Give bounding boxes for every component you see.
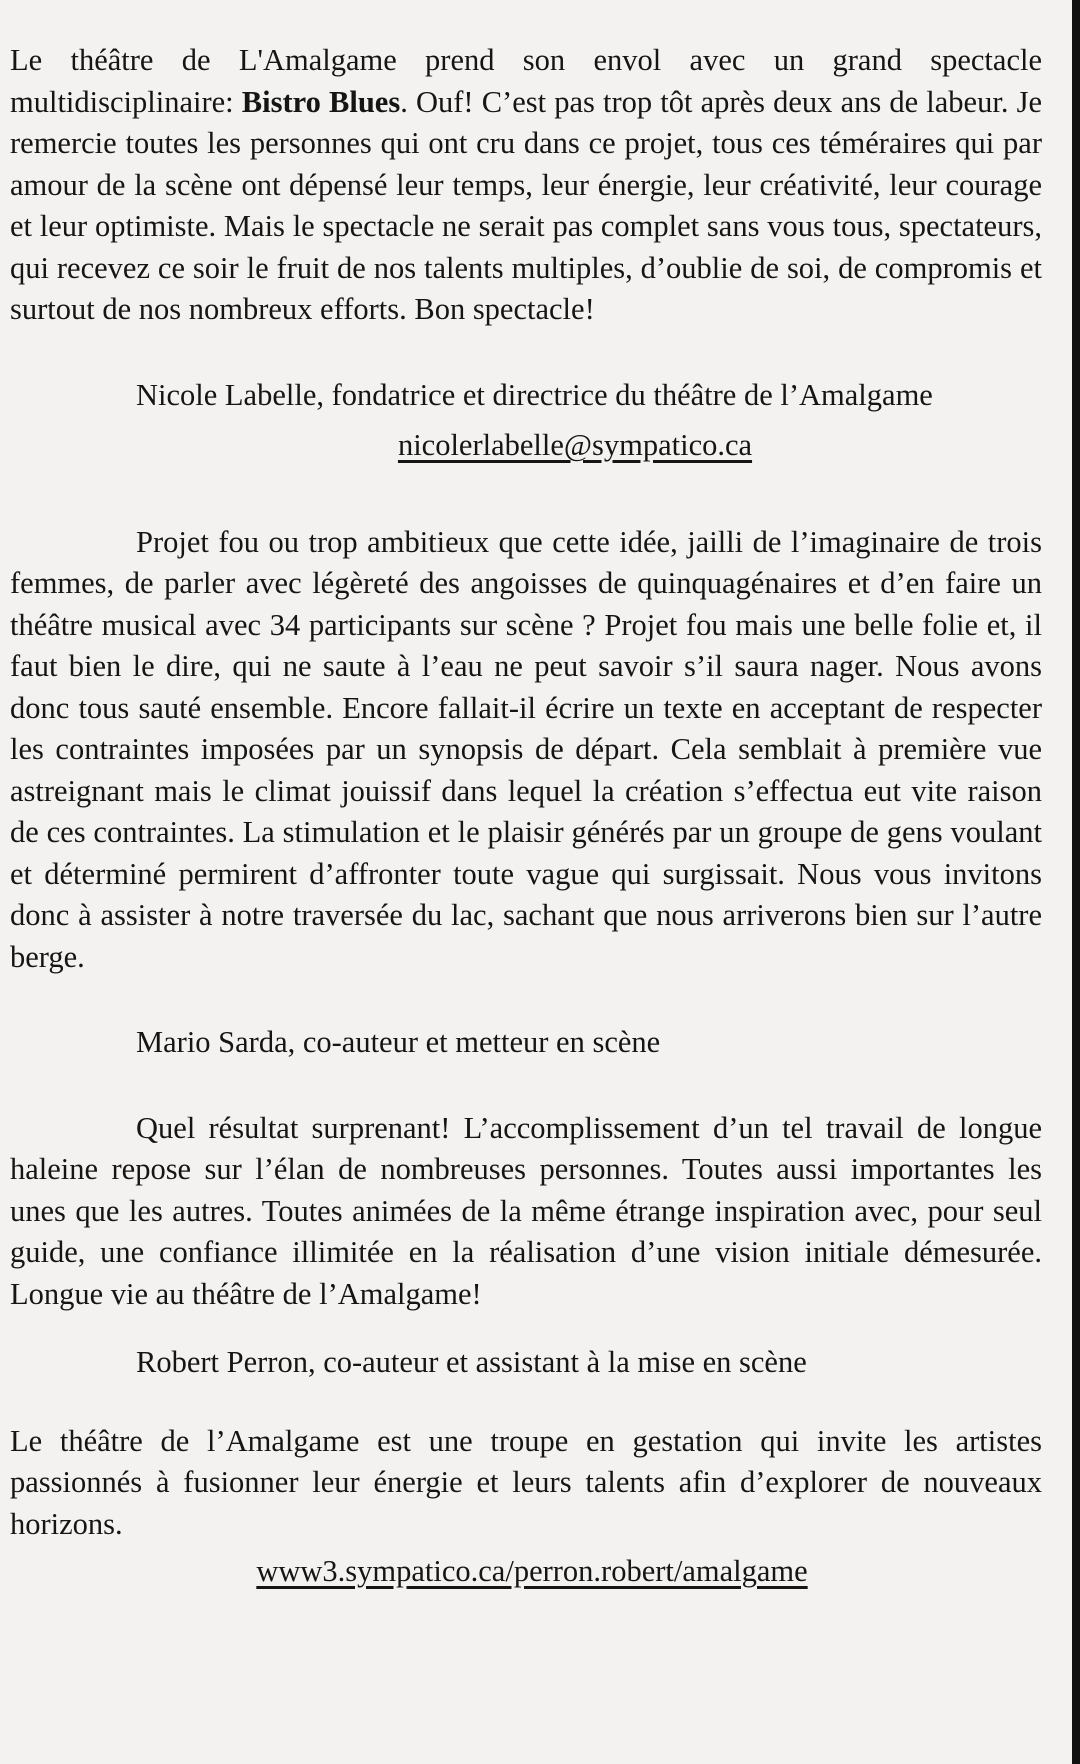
coauthor-paragraph: Quel résultat surprenant! L’accomplissement d’un tel travail de longue haleine repose sur l’élan de nombreuses personnes. Toutes aussi importantes les unes que les autres. Toutes animées de la même étrange inspiration avec, pour seul guide, une confiance illimitée en la réalisation d’une vision initiale démesurée. Longue vie au théâtre de l’Amalgame! bbox=[10, 1110, 1042, 1311]
signature-director: Mario Sarda, co-auteur et metteur en scène bbox=[136, 1025, 661, 1059]
intro-paragraph bbox=[10, 40, 1042, 331]
director-paragraph: Projet fou ou trop ambitieux que cette idée, jailli de l’imaginaire de trois femmes, de parler avec légèreté des angoisses de quinquagénaires et d’en faire un théâtre musical avec 34 participants sur scène ? Projet fou mais une belle folie et, il faut bien le dire, qui ne saute à l’eau ne peut savoir s’il saura nager. Nous avons donc tous sauté ensemble. Encore fallait-il écrire un texte en acceptant de respecter les contraintes imposées par un synopsis de départ. Cela semblait à première vue astreignant mais le climat jouissif dans lequel la création s’effectua eut vite raison de ces contraintes. La stimulation et le plaisir générés par un groupe de gens voulant et déterminé permirent d’affronter toute vague qui surgissait. Nous vous invitons donc à assister à notre traversée du lac, sachant que nous arriverons bien sur l’autre berge. bbox=[10, 524, 1042, 974]
intro-text-start: Le théâtre de L'Amalgame prend son envol avec un grand spectacle multidisciplinaire: bbox=[10, 43, 1042, 119]
website-url: www3.sympatico.ca/perron.robert/amalgame bbox=[256, 1554, 808, 1588]
troupe-description: Le théâtre de l’Amalgame est une troupe en gestation qui invite les artistes passionnés à fusionner leur énergie et leurs talents afin d’explorer de nouveaux horizons. bbox=[10, 1423, 1042, 1541]
document-body bbox=[10, 40, 1042, 1593]
intro-text-end: . Ouf! C’est pas trop tôt après deux ans de labeur. Je remercie toutes les personnes qui ont cru dans ce projet, tous ces téméraires qui par amour de la scène ont dépensé leur temps, leur énergie, leur créativité, leur courage et leur optimiste. Mais le spectacle ne serait pas complet sans vous tous, spectateurs, qui recevez ce soir le fruit de nos talents multiples, d’oublie de soi, de compromis et surtout de nos nombreux efforts. Bon spectacle! bbox=[10, 84, 1042, 326]
signature-founder: Nicole Labelle, fondatrice et directrice du théâtre de l’Amalgame bbox=[136, 377, 933, 412]
signature-assistant: Robert Perron, co-auteur et assistant à la mise en scène bbox=[136, 1345, 807, 1379]
contact-email: nicolerlabelle@sympatico.ca bbox=[397, 428, 753, 462]
show-title: Bistro Blues bbox=[241, 84, 401, 119]
